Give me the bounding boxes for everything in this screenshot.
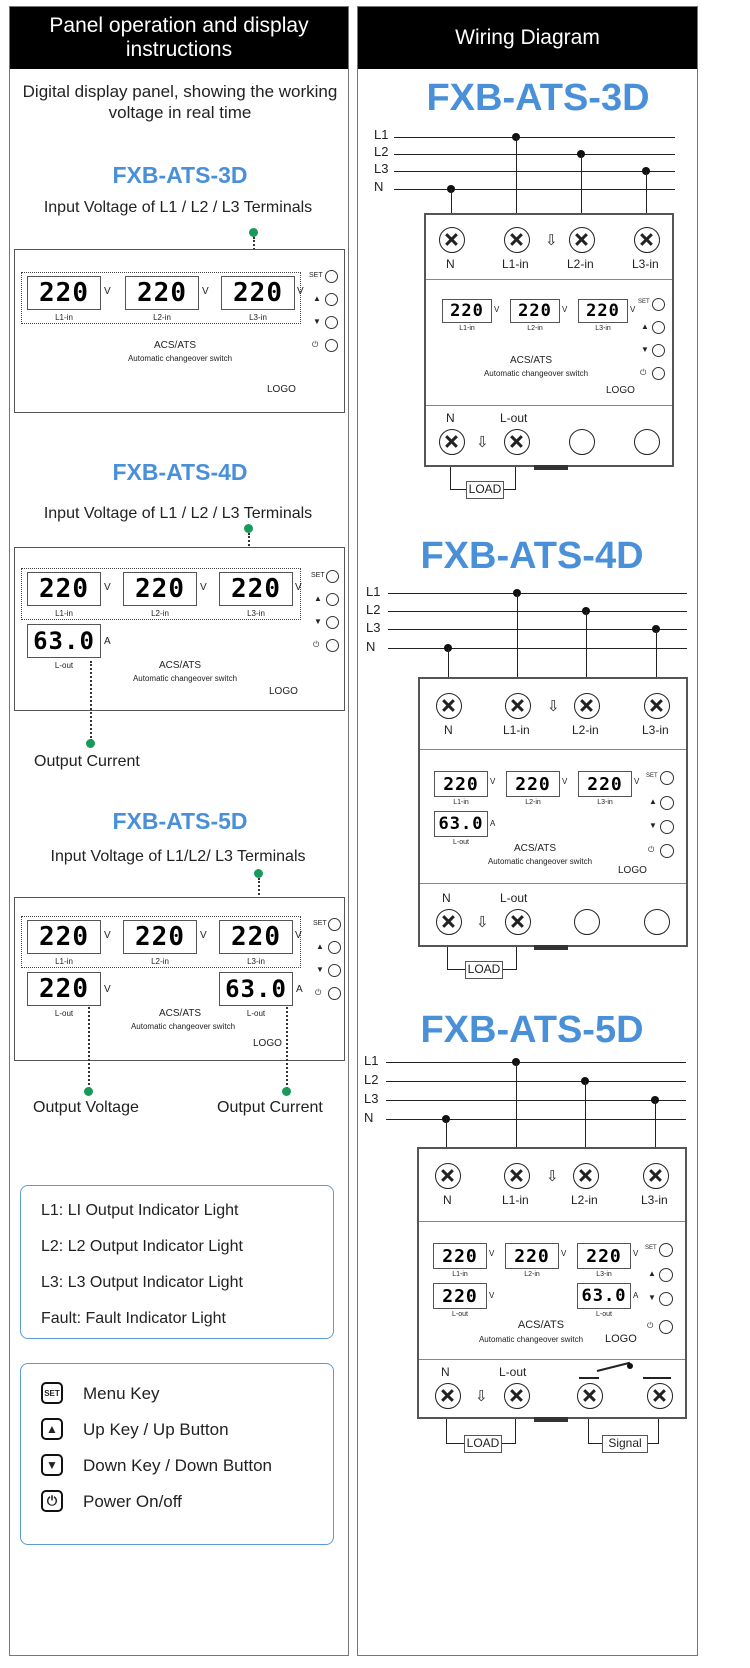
lcd-l3: 220: [578, 771, 632, 797]
product-sub: Automatic changeover switch: [132, 674, 238, 683]
power-button[interactable]: [659, 1320, 673, 1334]
divider: [419, 1221, 685, 1222]
up-button[interactable]: [659, 1268, 673, 1282]
model-5d-caption: Input Voltage of L1/L2/ L3 Terminals: [50, 848, 306, 865]
set-label: SET: [638, 299, 650, 305]
switch-symbol: [579, 1377, 599, 1379]
logo-text: LOGO: [605, 1333, 637, 1345]
left-column: [9, 6, 349, 1656]
label-l2: L2-in: [524, 1271, 540, 1278]
leader-line: [286, 1007, 288, 1089]
lcd-l1: 220: [434, 771, 488, 797]
set-label: SET: [646, 773, 658, 779]
product-name: ACS/ATS: [513, 843, 557, 854]
down-arrow-icon: ⇩: [476, 914, 489, 931]
model-4d-title: FXB-ATS-4D: [112, 459, 248, 485]
signal-box: Signal: [602, 1435, 648, 1453]
logo-text: LOGO: [618, 865, 647, 876]
terminal-label: L2-in: [571, 1193, 598, 1207]
terminal-l1[interactable]: [505, 693, 531, 719]
divider: [426, 279, 672, 280]
unit: V: [200, 930, 207, 941]
unit: V: [494, 305, 500, 314]
up-arrow-icon: ▲: [648, 1269, 656, 1278]
key-legend: [20, 1363, 334, 1545]
wiring-4d-title: FXB-ATS-4D: [420, 535, 644, 577]
unit: V: [295, 930, 302, 941]
terminal-label: L3-in: [641, 1193, 668, 1207]
down-arrow-icon: ⇩: [475, 1388, 488, 1405]
terminal-l1[interactable]: [504, 1163, 530, 1189]
down-arrow-icon: ⇩: [476, 434, 489, 451]
din-rail: [534, 465, 568, 470]
lcd-lout-voltage: 220: [27, 972, 101, 1006]
unit: V: [200, 582, 207, 593]
label-l1: L1-in: [453, 799, 469, 806]
unit: V: [562, 305, 568, 314]
lcd-lout-voltage: 220: [433, 1283, 487, 1309]
unit: V: [202, 286, 209, 297]
load-box: LOAD: [465, 961, 503, 979]
set-label: SET: [309, 272, 323, 279]
terminal-blank: [634, 429, 660, 455]
label-l2: L2-in: [525, 799, 541, 806]
product-name: ACS/ATS: [158, 1008, 202, 1019]
down-arrow-icon: ⇩: [545, 232, 558, 249]
unit: V: [562, 777, 568, 786]
bus-l1: [386, 1062, 686, 1063]
label-l1: L1-in: [55, 313, 73, 322]
down-arrow-icon: ▼: [649, 821, 657, 830]
indicator-legend: [20, 1185, 334, 1339]
legend-item: L3: L3 Output Indicator Light: [41, 1274, 243, 1291]
product-name: ACS/ATS: [153, 340, 197, 351]
label-l3: L3-in: [247, 609, 265, 618]
set-button[interactable]: [659, 1243, 673, 1257]
up-arrow-icon: ▲: [649, 797, 657, 806]
up-button[interactable]: [326, 593, 339, 606]
lcd-l3: 220: [219, 572, 293, 606]
label-l1: L1-in: [55, 609, 73, 618]
panel-4d: [14, 547, 345, 711]
product-sub: Automatic changeover switch: [487, 857, 593, 866]
terminal-out-l[interactable]: [505, 909, 531, 935]
set-button[interactable]: [328, 918, 341, 931]
up-button[interactable]: [325, 293, 338, 306]
indicator-dot: [244, 524, 253, 533]
load-wire: [446, 1443, 464, 1444]
din-rail: [534, 1417, 568, 1422]
line-label-l3: L3: [366, 620, 381, 635]
bus-n: [388, 648, 687, 649]
unit: V: [104, 930, 111, 941]
label-l2: L2-in: [527, 325, 543, 332]
terminal-n[interactable]: [436, 693, 462, 719]
model-5d-title: FXB-ATS-5D: [112, 808, 248, 834]
down-arrow-icon: ▼: [641, 345, 649, 354]
unit: V: [295, 582, 302, 593]
label-lout: L-out: [596, 1311, 612, 1318]
key-label: Menu Key: [83, 1384, 160, 1403]
set-button[interactable]: [660, 771, 674, 785]
terminal-label: L3-in: [642, 723, 669, 737]
terminal-l3[interactable]: [634, 227, 660, 253]
lcd-l1: 220: [27, 920, 101, 954]
terminal-label: N: [443, 1193, 452, 1207]
lcd-l3: 220: [219, 920, 293, 954]
line-label-l3: L3: [364, 1091, 379, 1106]
key-label: Up Key / Up Button: [83, 1420, 229, 1439]
power-icon: ⏻: [315, 988, 322, 997]
load-wire: [447, 969, 465, 970]
up-key-icon: ▲: [41, 1418, 63, 1440]
unit: V: [104, 582, 111, 593]
line-label-l1: L1: [366, 584, 381, 599]
terminal-blank: [644, 909, 670, 935]
line-label-l1: L1: [364, 1053, 379, 1068]
terminal-label: L1-in: [502, 257, 529, 271]
power-button[interactable]: [660, 844, 674, 858]
device-4d: [418, 677, 688, 947]
line-label-l2: L2: [374, 144, 389, 159]
terminal-out-l[interactable]: [504, 429, 530, 455]
unit: A: [104, 636, 111, 647]
label-l3: L3-in: [595, 325, 611, 332]
terminal-l3[interactable]: [643, 1163, 669, 1189]
terminal-label: N: [446, 257, 455, 271]
output-current-caption: Output Current: [34, 753, 140, 770]
terminal-l2[interactable]: [574, 693, 600, 719]
divider: [420, 883, 686, 884]
set-label: SET: [313, 920, 327, 927]
logo-text: LOGO: [606, 385, 635, 396]
indicator-dot: [254, 869, 263, 878]
terminal-label: N: [444, 723, 453, 737]
legend-item: L2: L2 Output Indicator Light: [41, 1238, 243, 1255]
terminal-label: L1-in: [503, 723, 530, 737]
line-label-l3: L3: [374, 161, 389, 176]
bus-l2: [394, 154, 675, 155]
power-icon: ⏻: [647, 1321, 654, 1330]
down-key-icon: ▼: [41, 1454, 63, 1476]
product-sub: Automatic changeover switch: [478, 1335, 584, 1344]
unit: A: [633, 1291, 639, 1300]
out-n-label: N: [446, 411, 455, 425]
label-l2: L2-in: [151, 957, 169, 966]
switch-symbol: [643, 1377, 671, 1379]
bus-l1: [394, 137, 675, 138]
out-l-label: L-out: [500, 411, 528, 425]
load-wire: [500, 1443, 516, 1444]
lcd-l2: 220: [505, 1243, 559, 1269]
load-wire: [447, 947, 448, 969]
line-label-n: N: [364, 1110, 374, 1125]
line-label-n: N: [374, 179, 384, 194]
bus-l2: [388, 611, 687, 612]
unit: V: [490, 777, 496, 786]
lcd-lout-current: 63.0: [577, 1283, 631, 1309]
unit: V: [489, 1249, 495, 1258]
power-icon: ⏻: [312, 340, 319, 349]
wiring-3d-title: FXB-ATS-3D: [426, 77, 650, 119]
label-lout: L-out: [452, 1311, 468, 1318]
set-label: SET: [645, 1245, 657, 1251]
up-button[interactable]: [660, 796, 674, 810]
indicator-dot: [84, 1087, 93, 1096]
signal-wire: [588, 1443, 602, 1444]
right-header: Wiring Diagram: [358, 7, 697, 69]
label-lout: L-out: [246, 1009, 266, 1018]
device-3d: [424, 213, 674, 467]
unit: V: [561, 1249, 567, 1258]
load-wire: [450, 467, 451, 489]
bus-n: [386, 1119, 686, 1120]
divider: [419, 1359, 685, 1360]
lcd-l2: 220: [123, 920, 197, 954]
terminal-label: L3-in: [632, 257, 659, 271]
power-button[interactable]: [652, 367, 665, 380]
terminal-out-l[interactable]: [504, 1383, 530, 1409]
out-l-label: L-out: [499, 1365, 527, 1379]
model-3d-title: FXB-ATS-3D: [112, 162, 248, 188]
divider: [420, 749, 686, 750]
load-wire: [515, 467, 516, 489]
up-arrow-icon: ▲: [316, 942, 324, 951]
logo-text: LOGO: [267, 384, 296, 395]
bus-n: [394, 189, 675, 190]
lcd-l3: 220: [577, 1243, 631, 1269]
up-button[interactable]: [328, 941, 341, 954]
panel-3d: [14, 249, 345, 413]
up-arrow-icon: ▲: [641, 322, 649, 331]
terminal-l1[interactable]: [504, 227, 530, 253]
lcd-lout-current: 63.0: [27, 624, 101, 658]
load-wire: [516, 947, 517, 969]
lcd-l2: 220: [123, 572, 197, 606]
set-label: SET: [311, 572, 325, 579]
lcd-l2: 220: [125, 276, 199, 310]
up-arrow-icon: ▲: [313, 294, 321, 303]
legend-item: Fault: Fault Indicator Light: [41, 1310, 226, 1327]
indicator-dot: [282, 1087, 291, 1096]
signal-wire: [588, 1419, 589, 1443]
power-icon: ⏻: [648, 845, 655, 854]
terminal-label: L2-in: [572, 723, 599, 737]
down-button[interactable]: [325, 316, 338, 329]
terminal-l3[interactable]: [644, 693, 670, 719]
leader-line: [90, 661, 92, 741]
power-button[interactable]: [326, 639, 339, 652]
down-arrow-icon: ▼: [314, 617, 322, 626]
product-sub: Automatic changeover switch: [130, 1022, 236, 1031]
label-lout: L-out: [453, 839, 469, 846]
power-button[interactable]: [328, 987, 341, 1000]
unit: V: [297, 286, 304, 297]
lcd-l1: 220: [442, 299, 492, 323]
indicator-dot: [249, 228, 258, 237]
right-column: [357, 6, 698, 1656]
key-label: Down Key / Down Button: [83, 1456, 272, 1475]
line-label-n: N: [366, 639, 376, 654]
terminal-out-n[interactable]: [436, 909, 462, 935]
product-name: ACS/ATS: [509, 355, 553, 366]
intro-text: Digital display panel, showing the working voltage in real time: [22, 82, 338, 122]
indicator-dot: [86, 739, 95, 748]
bus-l3: [394, 171, 675, 172]
label-lout: L-out: [54, 661, 74, 670]
terminal-l2[interactable]: [573, 1163, 599, 1189]
load-box: LOAD: [464, 1435, 502, 1453]
leader-line: [88, 1007, 90, 1089]
terminal-label: L1-in: [502, 1193, 529, 1207]
lcd-l2: 220: [510, 299, 560, 323]
product-sub: Automatic changeover switch: [483, 369, 589, 378]
wiring-5d-title: FXB-ATS-5D: [420, 1009, 644, 1051]
unit: V: [630, 305, 636, 314]
unit: A: [296, 984, 303, 995]
terminal-signal-2[interactable]: [647, 1383, 673, 1409]
label-l2: L2-in: [151, 609, 169, 618]
legend-item: L1: LI Output Indicator Light: [41, 1202, 239, 1219]
down-button[interactable]: [328, 964, 341, 977]
down-button[interactable]: [652, 344, 665, 357]
signal-wire: [658, 1419, 659, 1443]
load-wire: [450, 489, 466, 490]
product-name: ACS/ATS: [158, 660, 202, 671]
terminal-signal-1[interactable]: [577, 1383, 603, 1409]
unit: V: [104, 286, 111, 297]
bus-l3: [388, 629, 687, 630]
down-arrow-icon: ▼: [316, 965, 324, 974]
line-label-l1: L1: [374, 127, 389, 142]
line-label-l2: L2: [364, 1072, 379, 1087]
label-l1: L1-in: [55, 957, 73, 966]
power-key-icon: ⏻: [41, 1490, 63, 1512]
divider: [426, 405, 672, 406]
lcd-l1: 220: [27, 572, 101, 606]
down-arrow-icon: ⇩: [546, 1168, 559, 1185]
label-l3: L3-in: [596, 1271, 612, 1278]
terminal-blank: [569, 429, 595, 455]
set-key-icon: SET: [41, 1382, 63, 1404]
product-name: ACS/ATS: [517, 1319, 565, 1331]
din-rail: [534, 945, 568, 950]
model-4d-caption: Input Voltage of L1 / L2 / L3 Terminals: [43, 505, 313, 522]
label-l3: L3-in: [597, 799, 613, 806]
output-current-caption: Output Current: [217, 1099, 323, 1116]
terminal-l2[interactable]: [569, 227, 595, 253]
key-label: Power On/off: [83, 1492, 182, 1511]
power-button[interactable]: [325, 339, 338, 352]
down-button[interactable]: [660, 820, 674, 834]
down-button[interactable]: [659, 1292, 673, 1306]
lcd-lout-current: 63.0: [219, 972, 293, 1006]
power-icon: ⏻: [640, 368, 647, 377]
out-n-label: N: [442, 891, 451, 905]
label-l1: L1-in: [452, 1271, 468, 1278]
down-arrow-icon: ⇩: [547, 698, 560, 715]
terminal-n[interactable]: [439, 227, 465, 253]
left-header: Panel operation and display instructions: [10, 7, 348, 69]
lcd-l3: 220: [221, 276, 295, 310]
up-button[interactable]: [652, 321, 665, 334]
label-l3: L3-in: [247, 957, 265, 966]
lcd-lout-current: 63.0: [434, 811, 488, 837]
unit: V: [104, 984, 111, 995]
label-l2: L2-in: [153, 313, 171, 322]
lcd-l3: 220: [578, 299, 628, 323]
down-button[interactable]: [326, 616, 339, 629]
terminal-out-n[interactable]: [439, 429, 465, 455]
load-box: LOAD: [466, 481, 504, 499]
out-n-label: N: [441, 1365, 450, 1379]
load-wire: [515, 1419, 516, 1443]
device-5d: [417, 1147, 687, 1419]
label-l1: L1-in: [459, 325, 475, 332]
power-icon: ⏻: [313, 640, 320, 649]
unit: A: [490, 819, 496, 828]
switch-symbol: [597, 1362, 630, 1372]
lcd-l1: 220: [433, 1243, 487, 1269]
model-3d-caption: Input Voltage of L1 / L2 / L3 Terminals: [43, 199, 313, 216]
set-button[interactable]: [326, 570, 339, 583]
label-lout: L-out: [54, 1009, 74, 1018]
down-arrow-icon: ▼: [648, 1293, 656, 1302]
set-button[interactable]: [652, 298, 665, 311]
load-wire: [501, 969, 517, 970]
up-arrow-icon: ▲: [314, 594, 322, 603]
bus-l1: [388, 593, 687, 594]
down-arrow-icon: ▼: [313, 317, 321, 326]
terminal-out-n[interactable]: [435, 1383, 461, 1409]
set-button[interactable]: [325, 270, 338, 283]
label-l3: L3-in: [249, 313, 267, 322]
logo-text: LOGO: [269, 686, 298, 697]
panel-5d: [14, 897, 345, 1061]
load-wire: [446, 1419, 447, 1443]
unit: V: [633, 1249, 639, 1258]
terminal-label: L2-in: [567, 257, 594, 271]
terminal-blank: [574, 909, 600, 935]
unit: V: [489, 1291, 495, 1300]
logo-text: LOGO: [253, 1038, 282, 1049]
output-voltage-caption: Output Voltage: [33, 1099, 139, 1116]
terminal-n[interactable]: [435, 1163, 461, 1189]
lcd-l2: 220: [506, 771, 560, 797]
bus-l3: [386, 1100, 686, 1101]
unit: V: [634, 777, 640, 786]
bus-l2: [386, 1081, 686, 1082]
switch-contact: [627, 1363, 633, 1369]
lcd-l1: 220: [27, 276, 101, 310]
line-label-l2: L2: [366, 602, 381, 617]
out-l-label: L-out: [500, 891, 528, 905]
product-sub: Automatic changeover switch: [127, 354, 233, 363]
